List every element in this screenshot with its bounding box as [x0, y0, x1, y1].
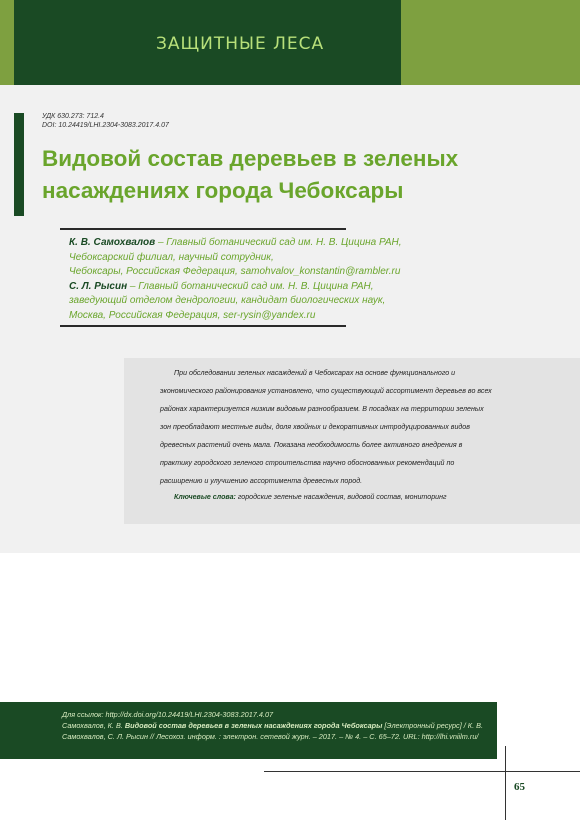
author-1	[69, 236, 489, 280]
citation-authors: Самохвалов, К. В.	[62, 721, 125, 730]
authors-rule-top	[60, 228, 346, 230]
author-affiliation: – Главный ботанический сад им. Н. В. Цицина РАН,	[155, 237, 402, 248]
author-affiliation: – Главный ботанический сад им. Н. В. Цицина РАН,	[127, 280, 374, 292]
author-name: К. В. Самохвалов	[69, 237, 156, 248]
keywords-text: городские зеленые насаждения, видовой состав, мониторинг	[235, 493, 447, 501]
keywords	[160, 490, 492, 504]
footer-vertical-rule	[505, 746, 506, 820]
authors-rule-bottom	[60, 325, 346, 327]
section-title: ЗАЩИТНЫЕ ЛЕСА	[156, 34, 325, 54]
title-line-2: насаждениях города Чебоксары	[42, 178, 404, 203]
citation-prefix: Для ссылок: http://dx.doi.org/10.24419/LHI.2304-3083.2017.4.07	[62, 710, 274, 719]
authors-block	[69, 236, 489, 323]
udk-code: УДК 630.273: 712.4	[42, 113, 104, 120]
author-contact: Чебоксары, Российская Федерация, samohvalov_konstantin@rambler.ru	[69, 266, 401, 277]
citation-rest: [Электронный ресурс] / К. В. Самохвалов, С. Л. Рысин // Лесохоз. информ. : электрон. сетевой журн. – 2017. – № 4. – С. 65–72. URL: http://lhi.vniilm.ru/	[62, 721, 484, 741]
title-line-1: Видовой состав деревьев в зеленых	[42, 146, 459, 171]
doi: DOI: 10.24419/LHI.2304-3083.2017.4.07	[42, 122, 169, 129]
article-meta	[42, 112, 169, 130]
keywords-label: Ключевые слова:	[174, 493, 236, 501]
article-title	[42, 143, 542, 207]
author-2	[69, 280, 489, 324]
author-position: Чебоксарский филиал, научный сотрудник,	[69, 251, 274, 263]
footer-rule	[264, 771, 580, 772]
author-position: заведующий отделом дендрологии, кандидат биологических наук,	[69, 295, 386, 306]
accent-bar	[14, 113, 24, 216]
page-number: 65	[514, 781, 525, 793]
citation-title: Видовой состав деревьев в зеленых насаждениях города Чебоксары	[124, 721, 383, 730]
citation	[62, 709, 487, 742]
abstract-text: При обследовании зеленых насаждений в Чебоксарах на основе функционального и экономического районирования установлено, что существующий ассортимент деревьев во всех районах характеризуется низким видовым разнообразием. В посадках на территории зеленых зон преобладают местные виды, доля хвойных и декоративных интродуцированных видов древесных растений очень мала. Показана необходимость более активного внедрения в практику городского зеленого строительства научно обоснованных рекомендаций по расширению и улучшению ассортимента древесных пород.	[160, 369, 492, 485]
author-contact: Москва, Российская Федерация, ser-rysin@yandex.ru	[69, 309, 316, 321]
author-name: С. Л. Рысин	[69, 280, 128, 292]
